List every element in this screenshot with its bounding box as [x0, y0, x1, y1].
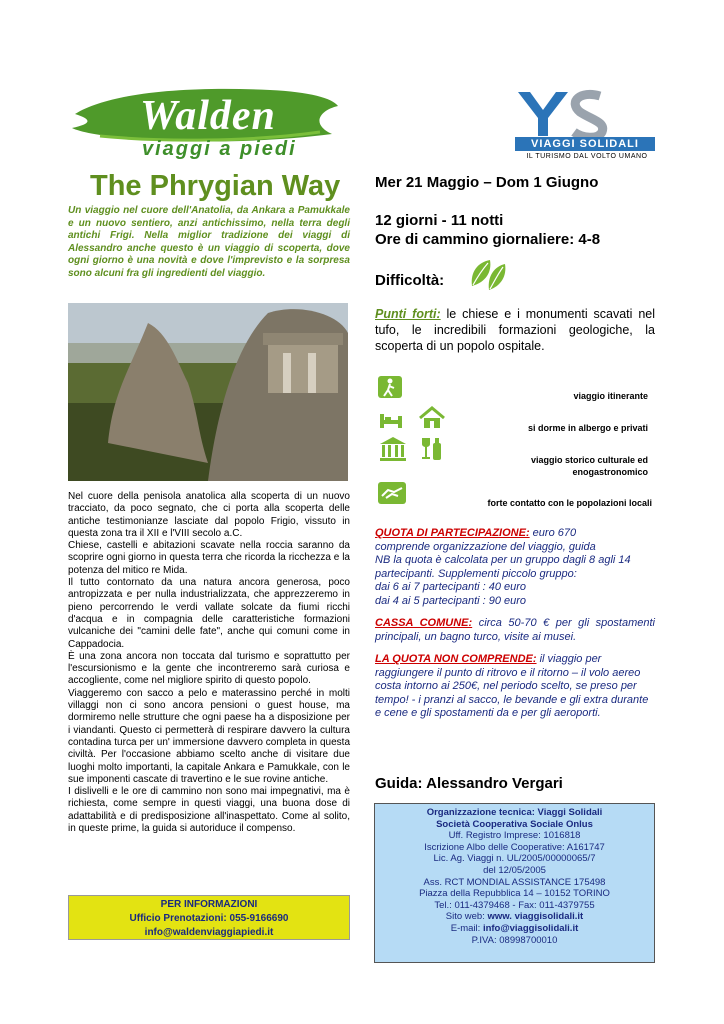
info-email[interactable]: info@waldenviaggiapiedi.it [144, 927, 274, 938]
guide-name: Guida: Alessandro Vergari [375, 775, 563, 792]
highlights-label: Punti forti: [375, 307, 441, 321]
org-line: Iscrizione Albo delle Cooperative: A161747 [424, 841, 605, 853]
org-line: Organizzazione tecnica: Viaggi Solidali [426, 807, 603, 818]
org-line: Uff. Registro Imprese: 1016818 [448, 830, 581, 842]
landscape-photo [68, 303, 348, 481]
viaggi-solidali-tagline: IL TURISMO DAL VOLTO UMANO [526, 153, 648, 160]
leaf-icon [487, 262, 507, 292]
museum-icon [378, 436, 408, 462]
wine-icon [420, 436, 444, 462]
walking-hours: Ore di cammino giornaliere: 4-8 [375, 231, 601, 248]
quota-price: euro 670 [529, 527, 577, 539]
info-box [68, 895, 350, 940]
org-email [375, 923, 654, 935]
org-website [375, 911, 654, 923]
duration-days: 12 giorni - 11 notti [375, 212, 504, 229]
cassa-text: circa 50-70 € per gli spostamenti principali, un bagno turco, visite ai musei. [375, 617, 655, 643]
quota-includes: comprende organizzazione del viaggio, guida [375, 540, 596, 553]
body-paragraph: Viaggeremo con sacco a pelo e materassino perché in molti villaggi non ci sono ancora pensioni o guest house, ma dormiremo nelle strutture che ogni paese ha a disposizione per i viandanti. Questo ci permetterà di respirare davvero la cultura contadina turca per un' immersione davvero completa in questa civiltà. Per l'occasione abbiamo scelto anche di visitare due luoghi molto importanti, la capitale Ankara e Pamukkale, con le sue imponenti cascate di travertino e le sue rovine antiche. [68, 687, 350, 785]
org-line: Tel.: 011-4379468 - Fax: 011-4379755 [434, 899, 595, 911]
org-line: del 12/05/2005 [483, 864, 546, 876]
quota-supplement-2: dai 4 ai 5 partecipanti : 90 euro [375, 594, 527, 607]
not-included-block [375, 653, 655, 721]
quota-label: QUOTA DI PARTECIPAZIONE: [375, 527, 530, 539]
not-included-text: il viaggio per raggiungere il punto di ritrovo e il ritorno – il volo aereo costa intorno ai 250€, nel periodo scelto, se preso per tempo! - i pranzi al sacco, le bevande e gli extra durante e cene e gli spostamenti da e per gli aeroporti. [375, 653, 649, 719]
highlights [375, 306, 655, 354]
difficulty-label: Difficoltà: [375, 272, 445, 289]
trip-dates: Mer 21 Maggio – Dom 1 Giugno [375, 174, 599, 191]
feature-label: viaggio storico culturale ed enogastronomico [530, 455, 648, 477]
house-icon [418, 406, 446, 430]
website-label: Sito web: [445, 911, 488, 923]
quota-supplement-1: dai 6 ai 7 partecipanti : 40 euro [375, 581, 527, 593]
org-line: Ass. RCT MONDIAL ASSISTANCE 175498 [423, 876, 606, 888]
quota-block [375, 527, 655, 608]
org-line: Lic. Ag. Viaggi n. UL/2005/00000065/7 [433, 853, 596, 865]
body-text [68, 491, 350, 835]
walden-logo-subtitle: viaggi a piedi [142, 138, 297, 160]
quota-note: NB la quota è calcolata per un gruppo dagli 8 agli 14 partecipanti. Supplementi piccolo gruppo: [375, 554, 631, 580]
not-included-label: LA QUOTA NON COMPRENDE: [375, 653, 537, 665]
email-label: E-mail: [450, 922, 483, 934]
organization-box [374, 803, 655, 963]
bed-icon [378, 408, 404, 430]
walking-icon [378, 376, 402, 398]
feature-label: viaggio itinerante [573, 391, 648, 401]
trip-duration [375, 211, 600, 249]
email-link[interactable]: info@viaggisolidali.it [482, 922, 579, 934]
cassa-label: CASSA COMUNE: [375, 617, 473, 629]
website-link[interactable]: www. viaggisolidali.it [487, 911, 584, 923]
feature-label: forte contatto con le popolazioni locali [487, 498, 652, 508]
walden-logo-title: Walden [140, 93, 276, 139]
org-line: Piazza della Repubblica 14 – 10152 TORINO [419, 888, 610, 900]
highlights-text: le chiese e i monumenti scavati nel tufo, le incredibili formazioni geologiche, la scoperta di un popolo ospitale. [375, 307, 655, 353]
body-paragraph: Il tutto contornato da una natura ancora generosa, poco antropizzata e per nulla industrializzata, che apprezzeremo in pieno percorrendo le verdi vallate solcate da fiumi ricchi d'acqua e in compagnia delle caratteristiche formazioni vulcaniche dei "camini delle fate", anche qui comuni come in Cappadocia. [68, 577, 350, 650]
info-phone: Ufficio Prenotazioni: 055-9166690 [129, 913, 289, 924]
viaggi-solidali-name: VIAGGI SOLIDALI [515, 137, 655, 151]
pricing-section [375, 527, 655, 730]
org-line: Società Cooperativa Sociale Onlus [436, 818, 593, 830]
page-title: The Phrygian Way [90, 170, 341, 202]
body-paragraph: È una zona ancora non toccata dal turismo e soprattutto per l'escursionismo e la gente che incontreremo sarà curiosa e accogliente, come nel migliore spirito di questo popolo. [68, 650, 350, 687]
body-paragraph: Nel cuore della penisola anatolica alla scoperta di un nuovo tracciato, da poco segnato, che ci porta alla scoperta delle antiche testimonianze lasciate dal popolo Frigio, vissuto in questa zona tra il XII e l'VIII secolo a.C. [68, 491, 350, 539]
intro-paragraph: Un viaggio nel cuore dell'Anatolia, da Ankara a Pamukkale e un nuovo sentiero, anzi antichissimo, nella terra degli antichi Frigi. Nella miglior tradizione dei viaggi di Alessandro anche questo è un viaggio di scoperta, dove ogni giorno è una novità e dove l'imprevisto e la sorpresa sono alcuni fra gli ingredienti del viaggio. [68, 205, 350, 279]
body-paragraph: I dislivelli e le ore di cammino non sono mai impegnativi, ma è richiesta, come sempre in questi viaggi, una buona dose di adattabilità e di predisposizione all'inaspettato. Come al solito, in queste prime, la guida si autoriduce il compenso. [68, 786, 350, 835]
cassa-block [375, 617, 655, 644]
info-heading: PER INFORMAZIONI [160, 899, 258, 910]
feature-label: si dorme in albergo e privati [527, 423, 648, 433]
body-paragraph: Chiese, castelli e abitazioni scavate nella roccia saranno da scoprire ogni giorno in questa terra che ricorda la ricchezza e la potenza del mitico re Mida. [68, 540, 350, 576]
org-line: P.IVA: 08998700010 [471, 934, 558, 946]
